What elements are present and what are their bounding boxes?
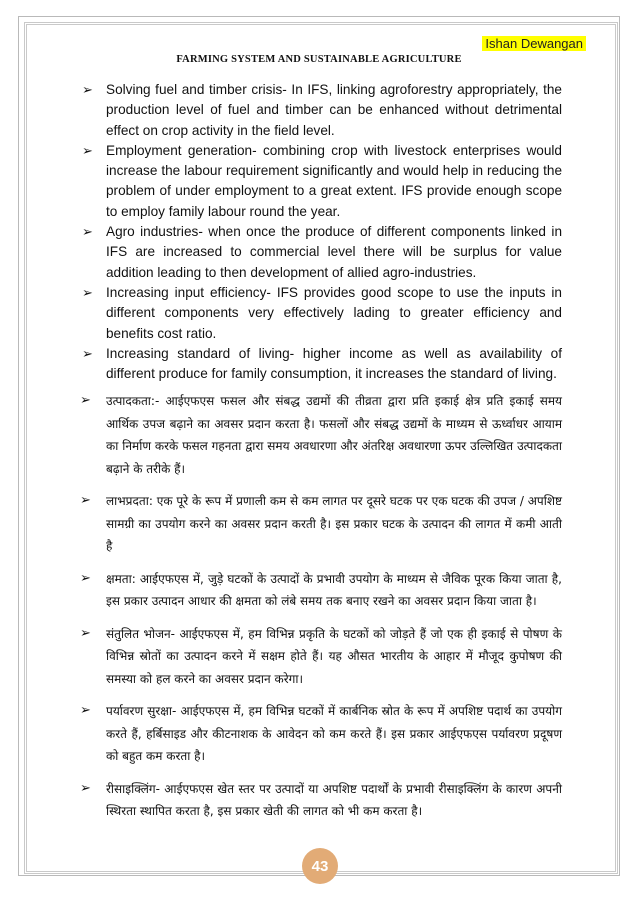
english-bullet-item: [82, 344, 562, 385]
hindi-bullet-list: [82, 390, 562, 833]
english-bullet-item: [82, 80, 562, 141]
arrow-bullet-icon: ➢: [80, 780, 91, 796]
arrow-bullet-icon: ➢: [80, 493, 91, 508]
english-bullet-item: [82, 283, 562, 344]
bullet-text: Increasing input efficiency- IFS provides good scope to use the inputs in different components very effectively lading to greater efficiency and benefits cost ratio.: [106, 284, 562, 341]
hindi-bullet-item: [82, 490, 562, 558]
arrow-bullet-icon: ➢: [82, 142, 93, 158]
running-title: FARMING SYSTEM AND SUSTAINABLE AGRICULTURE: [176, 54, 462, 65]
bullet-text: उत्पादकता:- आईएफएस फसल और संबद्ध उद्यमों की तीव्रता द्वारा प्रति इकाई क्षेत्र प्रति इकाई समय आर्थिक उपज बढ़ाने का अवसर प्रदान करता है। फसलों और संबद्ध उद्यमों के माध्यम से ऊर्ध्वाधर आयाम का निर्माण करके फसल गहनता द्वारा समय अवधारणा और अंतरिक्ष अवधारणा ऊपर उल्लिखित उत्पादकता बढ़ाने के तरीके हैं।: [106, 394, 562, 476]
bullet-text: रीसाइक्लिंग- आईएफएस खेत स्तर पर उत्पादों या अपशिष्ट पदार्थों के प्रभावी रीसाइक्लिंग के कारण अपनी स्थिरता स्थापित करता है, इस प्रकार खेती की लागत को भी कम करता है।: [106, 781, 562, 818]
hindi-bullet-item: [82, 778, 562, 823]
arrow-bullet-icon: ➢: [80, 703, 91, 718]
english-bullet-item: [82, 141, 562, 222]
english-bullet-item: [82, 222, 562, 283]
english-section: [82, 80, 562, 384]
hindi-bullet-item: [82, 568, 562, 613]
arrow-bullet-icon: ➢: [82, 82, 93, 97]
bullet-text: Agro industries- when once the produce of different components linked in IFS are increased to commercial level there will be surplus for value addition leading to then development of allied agro-industries.: [106, 224, 562, 280]
arrow-bullet-icon: ➢: [82, 224, 93, 240]
bullet-text: लाभप्रदता: एक पूरे के रूप में प्रणाली कम से कम लागत पर दूसरे घटक पर एक घटक की उपज / अपशिष्ट सामग्री का उपयोग करने का अवसर प्रदान करती है। इस प्रकार घटक के उत्पादन की लागत में कमी आती है: [106, 494, 562, 553]
arrow-bullet-icon: ➢: [82, 345, 93, 361]
bullet-text: Employment generation- combining crop with livestock enterprises would increase the labour requirement significantly and would help in reducing the problem of under employment to a great extent. IFS provide enough scope to employ family labour round the year.: [106, 142, 562, 219]
hindi-bullet-item: [82, 623, 562, 691]
bullet-text: पर्यावरण सुरक्षा- आईएफएस में, हम विभिन्न घटकों में कार्बनिक स्रोत के रूप में अपशिष्ट पदार्थ का उपयोग करते हैं, हर्बिसाइड और कीटनाशक के आवेदन को कम करते हैं। इस प्रकार आईएफएस पर्यावरण प्रदूषण को बहुत कम करता है।: [106, 704, 562, 763]
arrow-bullet-icon: ➢: [80, 393, 91, 408]
bullet-text: संतुलित भोजन- आईएफएस में, हम विभिन्न प्रकृति के घटकों को जोड़ते हैं जो एक ही इकाई से पोषण के विभिन्न स्रोतों का उत्पादन करने में सक्षम होते हैं। यह औसत भारतीय के आहार में मौजूद कुपोषण की समस्या को हल करने का अवसर प्रदान करेगा।: [106, 626, 562, 686]
bullet-text: Solving fuel and timber crisis- In IFS, linking agroforestry appropriately, the production level of fuel and timber can be enhanced without detrimental effect on crop activity in the field level.: [106, 82, 562, 138]
author-name: Ishan Dewangan: [482, 36, 586, 51]
arrow-bullet-icon: ➢: [80, 570, 91, 586]
arrow-bullet-icon: ➢: [82, 284, 93, 300]
page-number-badge: 43: [302, 848, 338, 884]
english-bullet-list: [82, 80, 562, 384]
hindi-bullet-item: [82, 390, 562, 480]
bullet-text: Increasing standard of living- higher income as well as availability of different produce for family consumption, it increases the standard of living.: [106, 345, 562, 382]
bullet-text: क्षमता: आईएफएस में, जुड़े घटकों के उत्पादों के प्रभावी उपयोग के माध्यम से जैविक पूरक किया जाता है, इस प्रकार उत्पादन आधार की क्षमता को लंबे समय तक बनाए रखने का अवसर प्रदान किया जाता है।: [106, 571, 562, 608]
hindi-bullet-item: [82, 700, 562, 768]
arrow-bullet-icon: ➢: [80, 625, 91, 641]
